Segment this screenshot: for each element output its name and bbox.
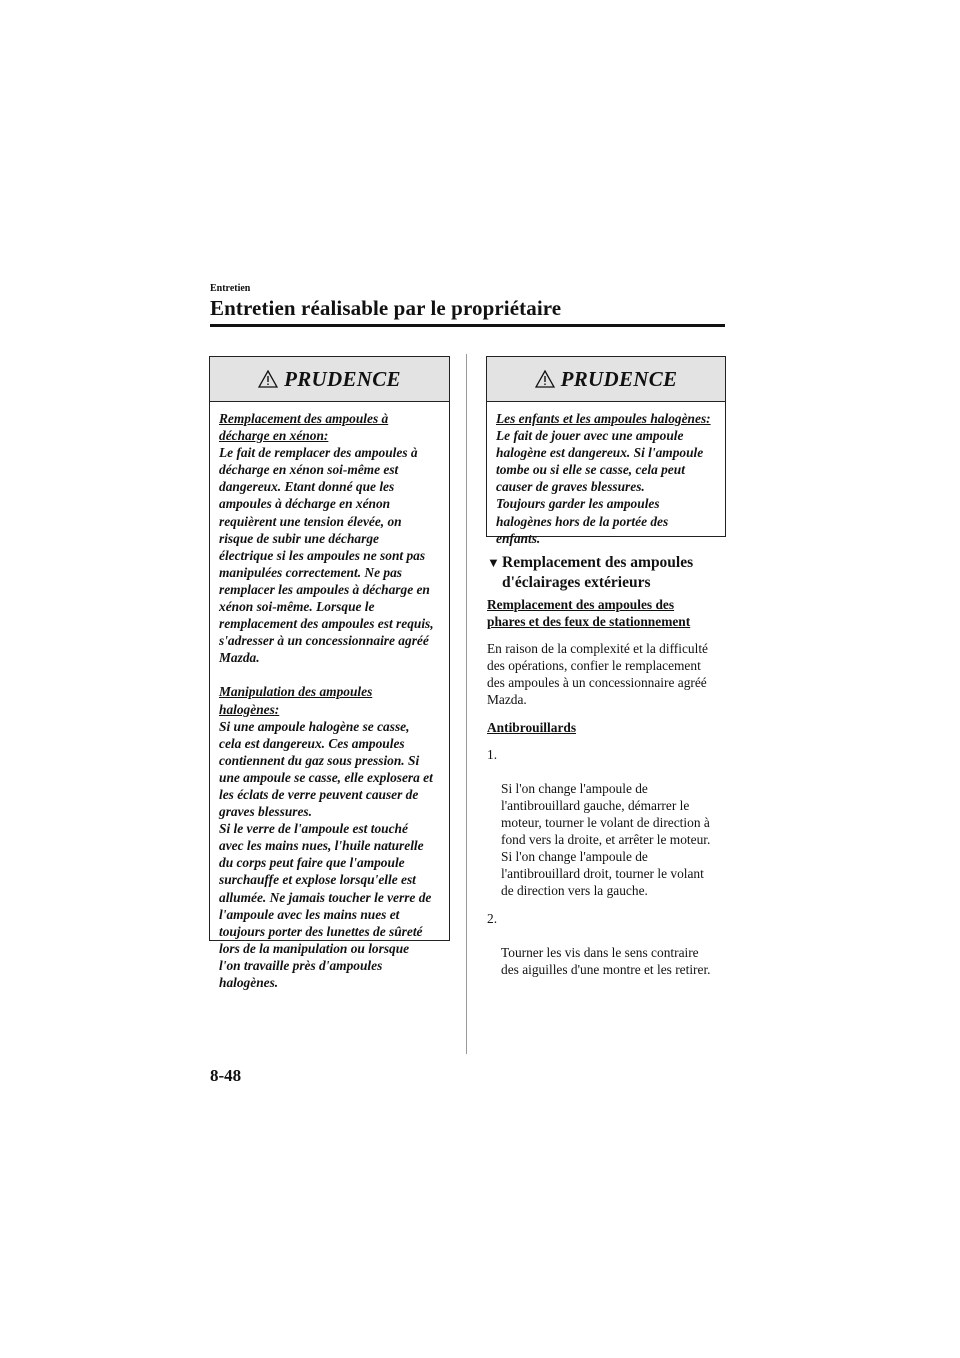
caution-box-left	[209, 356, 450, 990]
section-marker-icon: ▼	[487, 555, 500, 570]
page-title: Entretien réalisable par le propriétaire	[210, 296, 562, 320]
caution-header	[210, 357, 449, 402]
caution-text-xenon: Le fait de remplacer des ampoules à décharge en xénon soi-même est dangereux. Etant donné que les ampoules à décharge en xénon requièrent une tension élevée, on risque de subir une décharge électrique si les ampoules ne sont pas manipulées correctement. Ne pas remplacer les ampoules à décharge en xénon soi-même. Lorsque le remplacement des ampoules est requis, s'adresser à un concessionnaire agréé Mazda.	[219, 445, 434, 666]
section-heading	[487, 553, 727, 593]
caution-heading-children: Les enfants et les ampoules halogènes:	[496, 411, 711, 426]
list-text: Si l'on change l'ampoule de l'antibrouillard gauche, démarrer le moteur, tourner le volant de direction à fond vers la droite, et arrêter le moteur. Si l'on change l'ampoule de l'antibrouillard droit, tourner le volant de direction vers la gauche.	[501, 780, 711, 899]
caution-header	[487, 357, 725, 402]
subheading-headlights: Remplacement des ampoules des phares et des feux de stationnement	[487, 597, 691, 630]
list-text: Tourner les vis dans le sens contraire des aiguilles d'une montre et les retirer.	[501, 944, 711, 977]
section-heading-text: Remplacement des ampoules d'éclairages extérieurs	[502, 554, 694, 591]
header-rule	[210, 324, 725, 327]
caution-text-halogen: Si une ampoule halogène se casse, cela est dangereux. Ces ampoules contiennent du gaz sous pression. Si une ampoule se casse, elle explosera et les éclats de verre peuvent causer de graves blessures. Si le verre de l'ampoule est touché avec les mains nues, l'huile naturelle du corps peut faire que l'ampoule surchauffe et explose lorsqu'elle est allumée. Ne jamais toucher le verre de l'ampoule avec les mains nues et toujours porter des lunettes de sûreté lors de la manipulation ou lorsque l'on travaille près d'ampoules halogènes.	[219, 718, 433, 990]
list-item	[487, 746, 727, 900]
section-label: Entretien	[210, 283, 251, 294]
list-item	[487, 910, 727, 978]
paragraph-headlights: En raison de la complexité et la difficulté des opérations, confier le remplacement des ampoules à un concessionnaire agréé Mazda.	[487, 641, 708, 708]
caution-title: PRUDENCE	[560, 366, 678, 391]
list-number: 1.	[487, 746, 498, 762]
warning-triangle-icon	[535, 370, 555, 388]
caution-title: PRUDENCE	[284, 366, 401, 391]
caution-body	[210, 402, 449, 999]
list-number: 2.	[487, 910, 498, 926]
spacer	[219, 666, 441, 683]
subheading-fog-lights: Antibrouillards	[487, 719, 577, 735]
caution-heading-xenon: Remplacement des ampoules à décharge en xénon:	[219, 411, 389, 444]
caution-box-right	[486, 356, 726, 546]
column-divider	[466, 354, 467, 1054]
warning-triangle-icon	[258, 370, 278, 388]
caution-heading-halogen: Manipulation des ampoules halogènes:	[219, 684, 373, 717]
caution-body	[487, 402, 725, 555]
caution-text-children: Le fait de jouer avec une ampoule halogène est dangereux. Si l'ampoule tombe ou si elle se casse, cela peut causer de graves blessures. Toujours garder les ampoules halogènes hors de la portée des enfants.	[496, 428, 704, 546]
page-number: 8-48	[210, 1066, 242, 1085]
section-body	[487, 596, 727, 978]
